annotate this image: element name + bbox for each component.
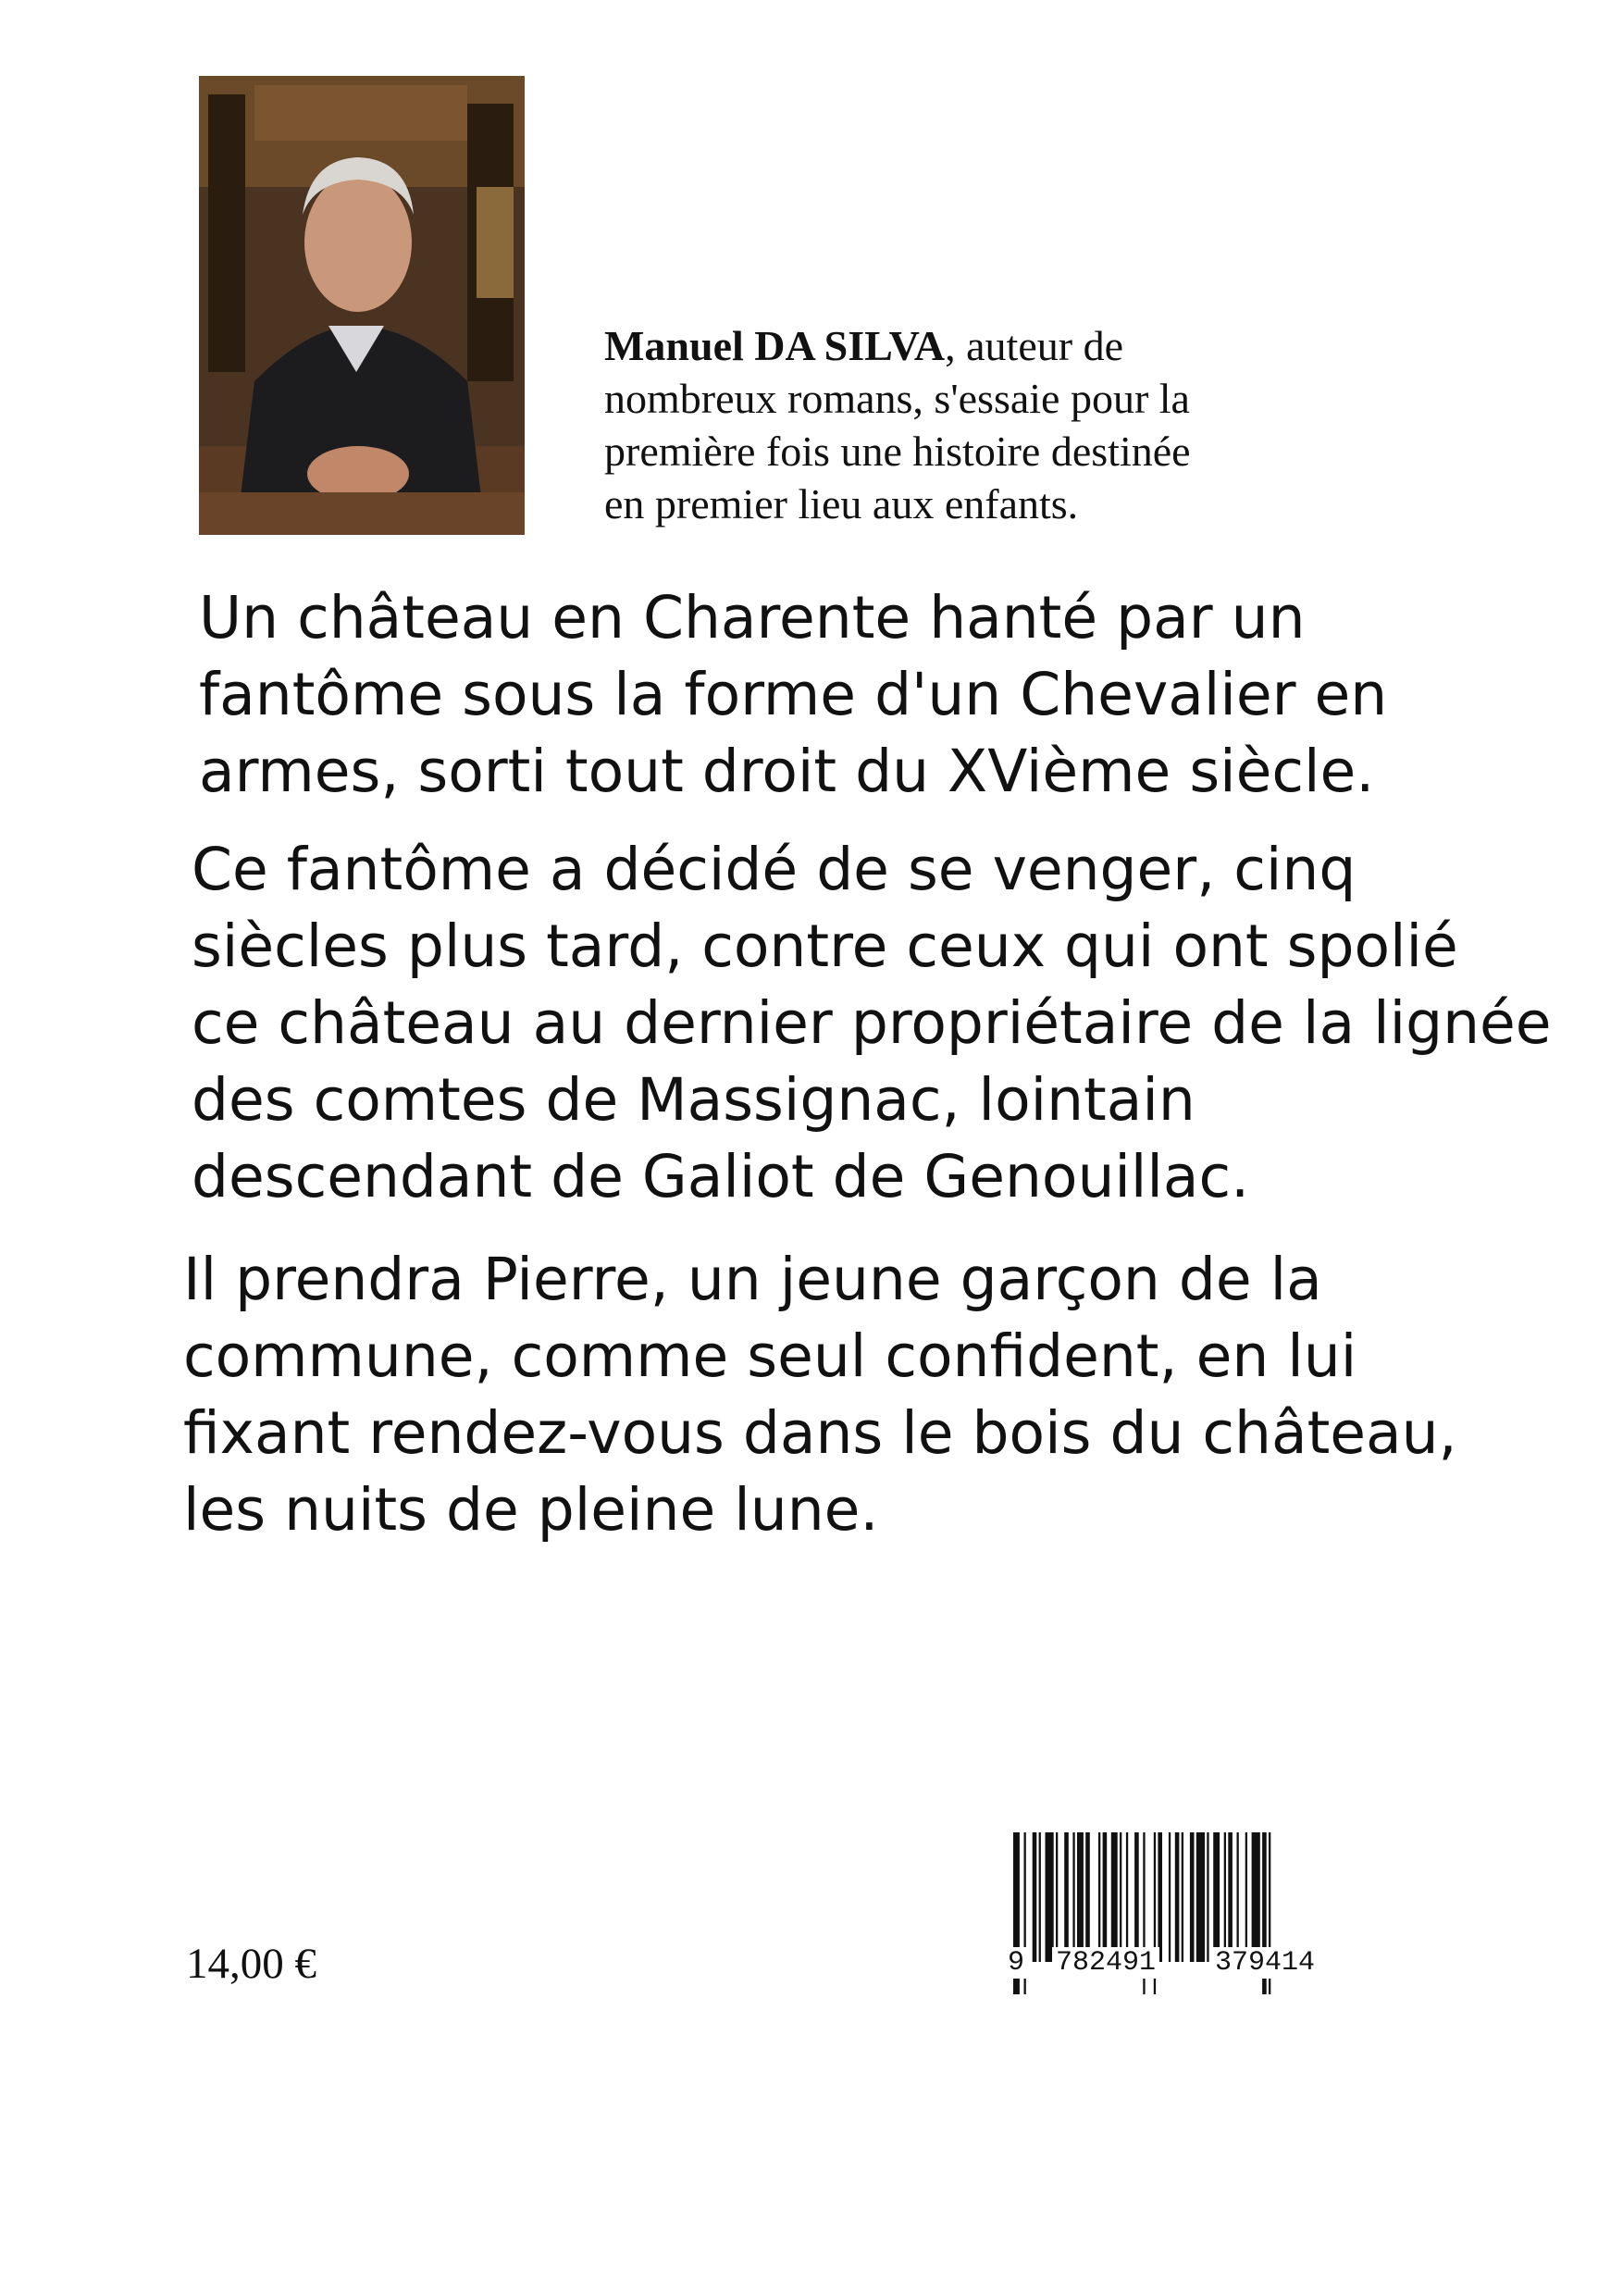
bio-line-2: nombreux romans, s'essaie pour la [604, 375, 1190, 422]
text-line: les nuits de pleine lune. [183, 1476, 879, 1544]
barcode-bar [1213, 1832, 1220, 1962]
author-photo [199, 76, 525, 535]
text-line: Ce fantôme a décidé de se venger, cinq [192, 836, 1357, 903]
bio-line-3: première fois une histoire destinée [604, 428, 1191, 475]
barcode-bar [1190, 1832, 1195, 1962]
barcode-bar [1126, 1832, 1128, 1962]
barcode-bar [1111, 1832, 1118, 1962]
barcode-bar [1245, 1832, 1247, 1962]
bio-line-1 [604, 319, 1344, 372]
barcode-bar [1085, 1832, 1090, 1962]
barcode-bar [1158, 1832, 1162, 1962]
barcode-bar [1039, 1832, 1041, 1962]
barcode-bar [1033, 1832, 1037, 1962]
synopsis-paragraph-1 [199, 579, 1387, 810]
bio-line-4: en premier lieu aux enfants. [604, 480, 1079, 527]
text-line: siècles plus tard, contre ceux qui ont spolié [192, 912, 1458, 980]
barcode-bar [1228, 1832, 1233, 1962]
barcode-bar [1103, 1832, 1108, 1962]
text-line: ce château au dernier propriétaire de la lignée [192, 989, 1552, 1057]
barcode-bar [1169, 1832, 1171, 1962]
barcode-bar [1175, 1832, 1180, 1962]
isbn-group-1: 782491 [1052, 1947, 1159, 1979]
barcode-bar [1224, 1832, 1226, 1962]
barcode-bar [1072, 1832, 1074, 1962]
text-line: fixant rendez-vous dans le bois du château, [183, 1399, 1457, 1467]
isbn-first-digit: 9 [1004, 1947, 1028, 1979]
barcode-bar [1207, 1832, 1208, 1962]
barcode-bar [1098, 1832, 1100, 1962]
isbn-group-2: 379414 [1211, 1947, 1319, 1979]
barcode-bar [1196, 1832, 1205, 1962]
barcode-bar [1182, 1832, 1183, 1962]
bio-line-1-rest: , auteur de [945, 322, 1123, 369]
barcode-bar [1120, 1832, 1121, 1962]
text-line: Il prendra Pierre, un jeune garçon de la [183, 1246, 1322, 1313]
text-line: armes, sorti tout droit du XVième siècle. [199, 738, 1375, 805]
synopsis-paragraph-2 [192, 831, 1552, 1215]
barcode-bar [1056, 1832, 1058, 1962]
barcode-bar [1064, 1832, 1069, 1962]
barcode-bar [1252, 1832, 1260, 1962]
text-line: commune, comme seul confident, en lui [183, 1322, 1357, 1390]
barcode-bar [1237, 1832, 1239, 1962]
price-label: 14,00 € [186, 1940, 316, 1988]
author-name: Manuel DA SILVA [604, 322, 946, 369]
text-line: des comtes de Massignac, lointain [192, 1066, 1196, 1134]
text-line: fantôme sous la forme d'un Chevalier en [199, 661, 1388, 728]
synopsis-paragraph-3 [183, 1241, 1457, 1548]
text-line: descendant de Galiot de Genouillac. [192, 1143, 1250, 1210]
author-bio [604, 319, 1344, 530]
barcode-bar [1077, 1832, 1084, 1962]
text-line: Un château en Charente hanté par un [199, 584, 1306, 652]
barcode-bar [1134, 1832, 1139, 1962]
barcode-bar [1046, 1832, 1054, 1962]
